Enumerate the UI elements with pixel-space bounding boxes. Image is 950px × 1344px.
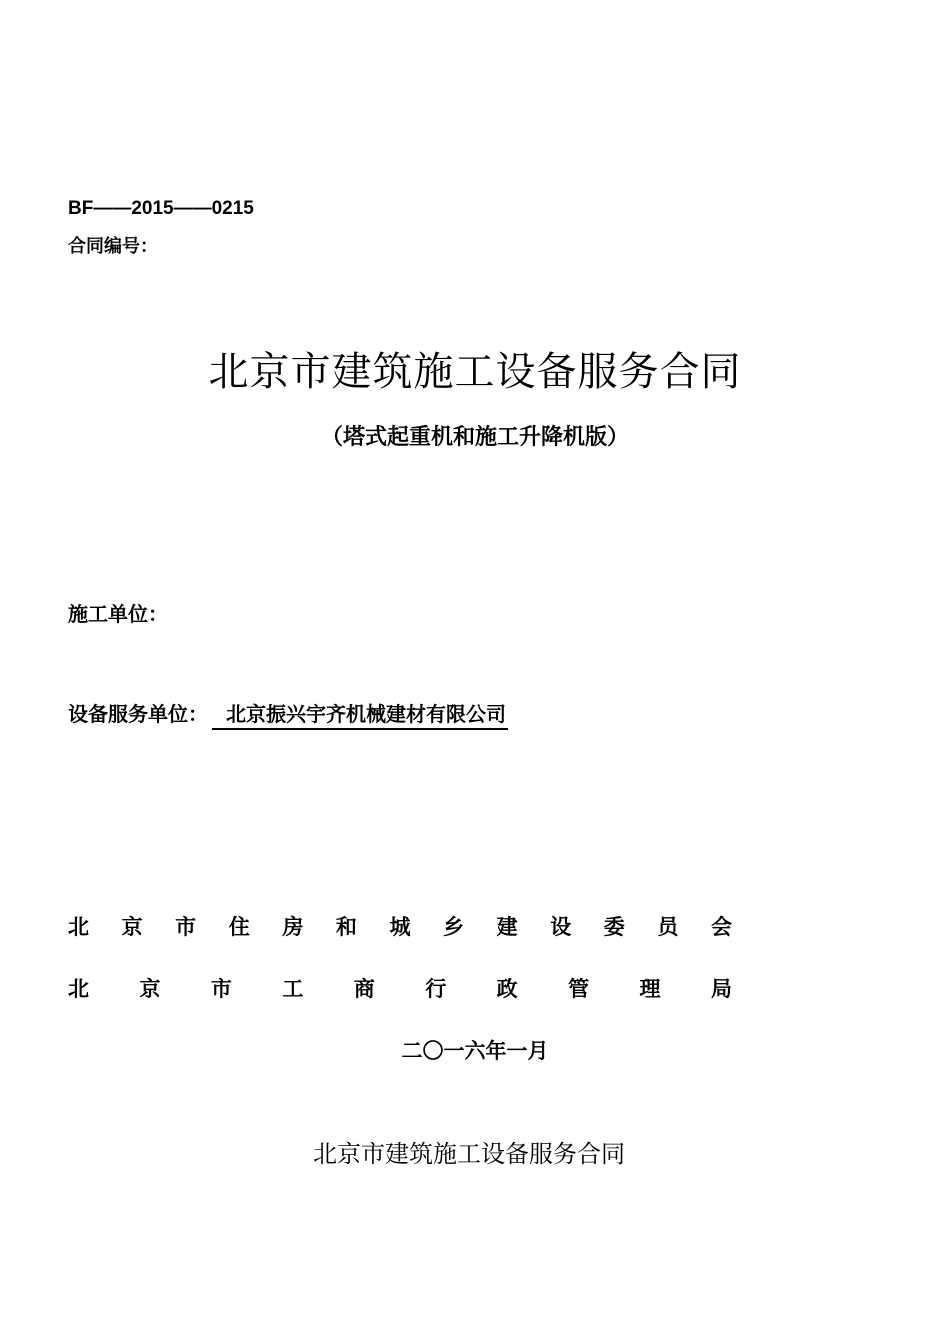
issuer-char: 局 [710,977,732,1001]
page-footer: 北京市建筑施工设备服务合同 [313,1140,625,1168]
document-subtitle: （塔式起重机和施工升降机版） [320,425,629,450]
issuer-char: 京 [121,915,143,939]
issuer-char: 市 [210,977,232,1001]
issuer-char: 会 [710,915,732,939]
issuer-char: 设 [550,915,572,939]
issuer-char: 行 [425,977,447,1001]
issuer-housing-commission [68,911,732,941]
contract-number-label: 合同编号： [68,236,158,257]
issuer-char: 京 [139,977,161,1001]
issuer-char: 房 [282,915,304,939]
issuer-char: 和 [335,915,357,939]
issuer-char: 工 [282,977,304,1001]
issuer-char: 管 [568,977,590,1001]
issuer-char: 住 [228,915,250,939]
service-unit-value: 北京振兴宇齐机械建材有限公司 [212,698,508,730]
issuer-char: 政 [496,977,518,1001]
issuer-char: 员 [657,915,679,939]
issuer-commerce-bureau [68,973,732,1003]
service-unit-label: 设备服务单位： [68,702,208,726]
issuer-char: 城 [389,915,411,939]
issuer-char: 乡 [443,915,465,939]
document-date: 二〇一六年一月 [401,1039,549,1063]
issuer-char: 北 [68,915,89,939]
issuer-char: 市 [175,915,197,939]
issuer-char: 理 [639,977,661,1001]
service-unit-row [68,698,508,730]
issuer-char: 委 [603,915,625,939]
document-title: 北京市建筑施工设备服务合同 [208,349,742,395]
issuer-char: 商 [353,977,375,1001]
contract-code: BF——2015——0215 [68,198,254,219]
issuer-char: 建 [496,915,518,939]
issuer-char: 北 [68,977,89,1001]
construction-unit-label: 施工单位： [68,602,168,626]
